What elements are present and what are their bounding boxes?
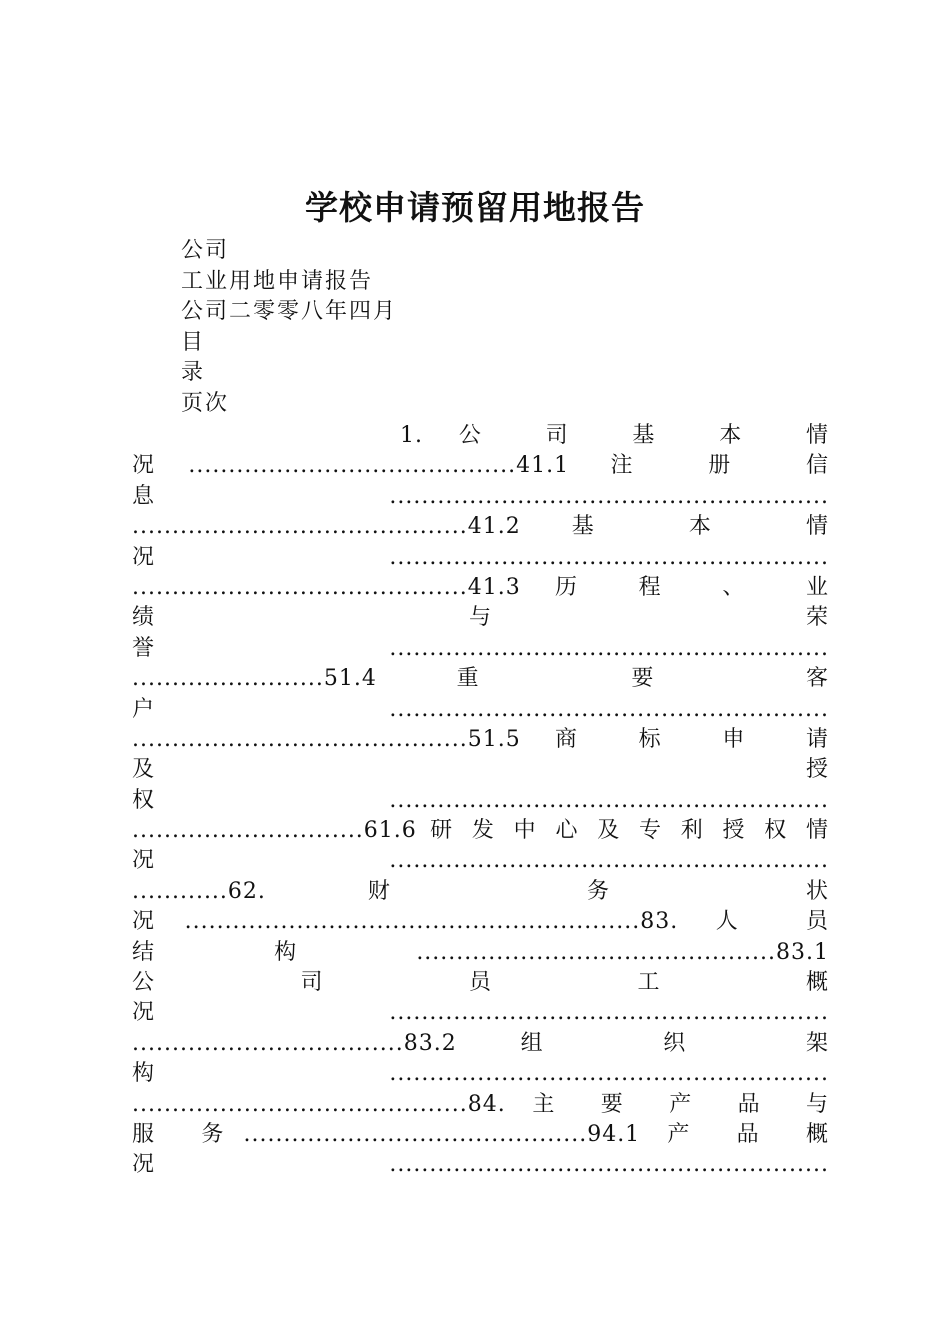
toc-line: .............................61.6 研 发 中 心 及 专 利 授 权 情 (132, 818, 829, 844)
header-line: 目 (181, 329, 206, 355)
toc-line: 公 司 员 工 概 (132, 970, 829, 996)
toc-line: 及 授 (132, 757, 829, 783)
header-line: 页次 (181, 390, 230, 416)
toc-line: ..................................83.2 组 织 架 (132, 1030, 829, 1056)
toc-line: 况.........................................41.1 注 册 信 (132, 453, 829, 479)
toc-line: ..........................................41.2 基 本 情 (132, 514, 829, 540)
header-line: 工业用地申请报告 (181, 268, 374, 294)
toc-line: 绩 与 荣 (132, 605, 829, 631)
toc-line: 户....................................................... (132, 696, 829, 722)
document-title: 学校申请预留用地报告 (305, 188, 645, 227)
header-line: 公司二零零八年四月 (181, 299, 398, 324)
toc-line: 况....................................................... (132, 544, 829, 570)
toc-line: 况....................................................... (132, 848, 829, 874)
table-of-contents (132, 421, 829, 1181)
toc-line: 况....................................................... (132, 1000, 829, 1026)
toc-line: 结 构 .............................................83.1 (132, 939, 829, 965)
toc-line: ........................51.4 重 要 客 (132, 666, 829, 692)
toc-line: ............62. 财 务 状 (132, 878, 829, 904)
toc-line: 服 务...........................................94.1 产 品 概 (132, 1121, 829, 1147)
header-line: 公司 (181, 238, 230, 263)
toc-line: ..........................................51.5 商 标 申 请 (132, 726, 829, 752)
toc-line: ..........................................41.3 历 程 、 业 (132, 574, 829, 600)
toc-line: ..........................................84. 主 要 产 品 与 (132, 1091, 829, 1117)
document-header-lines (181, 236, 841, 419)
toc-line: 况.........................................................83. 人 员 (132, 909, 829, 935)
toc-line: 权....................................................... (132, 787, 829, 813)
toc-line: 誉....................................................... (132, 635, 829, 661)
toc-line: 况....................................................... (132, 1152, 829, 1178)
toc-line: 构....................................................... (132, 1061, 829, 1087)
header-line: 录 (181, 360, 206, 385)
toc-line: 息....................................................... (132, 483, 829, 509)
toc-line: 1. 公 司 基 本 情 (400, 423, 829, 448)
